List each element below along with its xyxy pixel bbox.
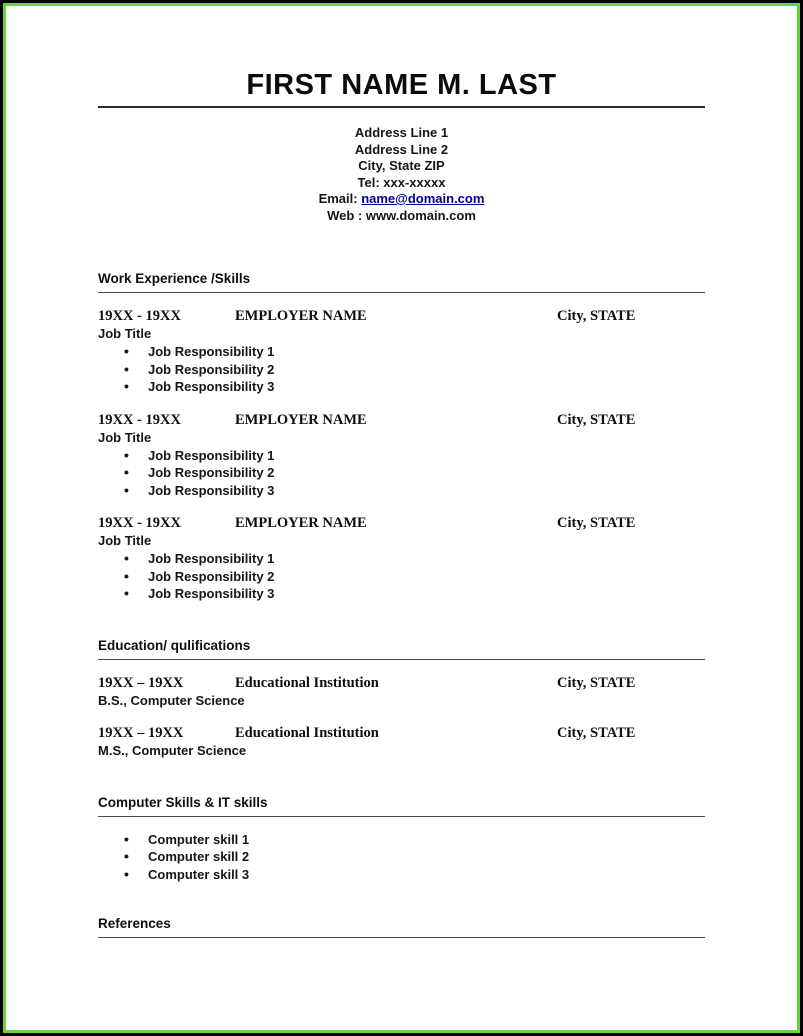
education-entry: [98, 675, 705, 709]
job-responsibility: • Job Responsibility 3: [148, 378, 705, 396]
web-line: Web : www.domain.com: [327, 207, 476, 223]
work-entry-row: [98, 515, 705, 532]
job-title: Job Title: [98, 326, 152, 341]
work-dates: 19XX - 19XX: [98, 411, 181, 428]
resume-page: [6, 70, 797, 1036]
work-location: City, STATE: [557, 308, 636, 324]
computer-skill: • Computer skill 2: [148, 848, 705, 866]
education-location: City, STATE: [557, 674, 636, 691]
section-heading-skills: Computer Skills & IT skills: [98, 794, 705, 817]
section-heading-work: Work Experience /Skills: [98, 270, 705, 293]
job-responsibility: • Job Responsibility 2: [148, 361, 705, 379]
email-label: Email:: [318, 191, 362, 206]
education-location: City, STATE: [557, 724, 636, 741]
email-link[interactable]: name@domain.com: [361, 191, 485, 206]
degree: B.S., Computer Science: [98, 692, 245, 708]
institution-name: Educational Institution: [235, 724, 379, 741]
address-line-1: Address Line 1: [354, 125, 449, 140]
address-line-2: Address Line 2: [354, 141, 449, 157]
education-entry-row: [98, 725, 705, 742]
job-title: Job Title: [98, 533, 152, 548]
work-entry-row: [98, 308, 705, 325]
inner-green-border: [3, 3, 800, 1033]
contact-block: [98, 125, 705, 224]
computer-skill: • Computer skill 3: [148, 866, 705, 884]
job-title: Job Title: [98, 429, 152, 445]
job-responsibility: • Job Responsibility 1: [148, 447, 705, 465]
section-heading-education: Education/ qulifications: [98, 637, 705, 660]
job-responsibility-list: [98, 343, 705, 396]
computer-skill-list: [98, 831, 705, 884]
job-responsibility: • Job Responsibility 2: [148, 464, 705, 482]
work-dates: 19XX - 19XX: [98, 515, 181, 531]
job-responsibility: • Job Responsibility 3: [148, 482, 705, 500]
work-location: City, STATE: [557, 411, 636, 428]
employer-name: EMPLOYER NAME: [235, 308, 367, 324]
education-dates: 19XX – 19XX: [98, 674, 184, 691]
employer-name: EMPLOYER NAME: [235, 411, 367, 428]
job-responsibility: • Job Responsibility 2: [148, 568, 705, 586]
city-state-zip: City, State ZIP: [358, 158, 445, 173]
work-dates: 19XX - 19XX: [98, 308, 181, 324]
work-entry: [98, 515, 705, 603]
job-responsibility: • Job Responsibility 3: [148, 585, 705, 603]
job-responsibility: • Job Responsibility 1: [148, 550, 705, 568]
employer-name: EMPLOYER NAME: [235, 515, 367, 531]
education-dates: 19XX – 19XX: [98, 724, 184, 741]
job-responsibility-list: [98, 550, 705, 603]
telephone: Tel: xxx-xxxxx: [357, 174, 446, 190]
education-entry-row: [98, 675, 705, 692]
education-entry: [98, 725, 705, 759]
work-entry-row: [98, 412, 705, 429]
work-entry: [98, 412, 705, 500]
page-title: FIRST NAME M. LAST: [98, 70, 705, 108]
degree: M.S., Computer Science: [98, 742, 247, 758]
job-responsibility-list: [98, 447, 705, 500]
work-entry: [98, 308, 705, 396]
section-heading-references: References: [98, 915, 705, 938]
work-location: City, STATE: [557, 515, 636, 531]
computer-skill: • Computer skill 1: [148, 831, 705, 849]
institution-name: Educational Institution: [235, 674, 379, 691]
email-line: [98, 191, 705, 208]
job-responsibility: • Job Responsibility 1: [148, 343, 705, 361]
